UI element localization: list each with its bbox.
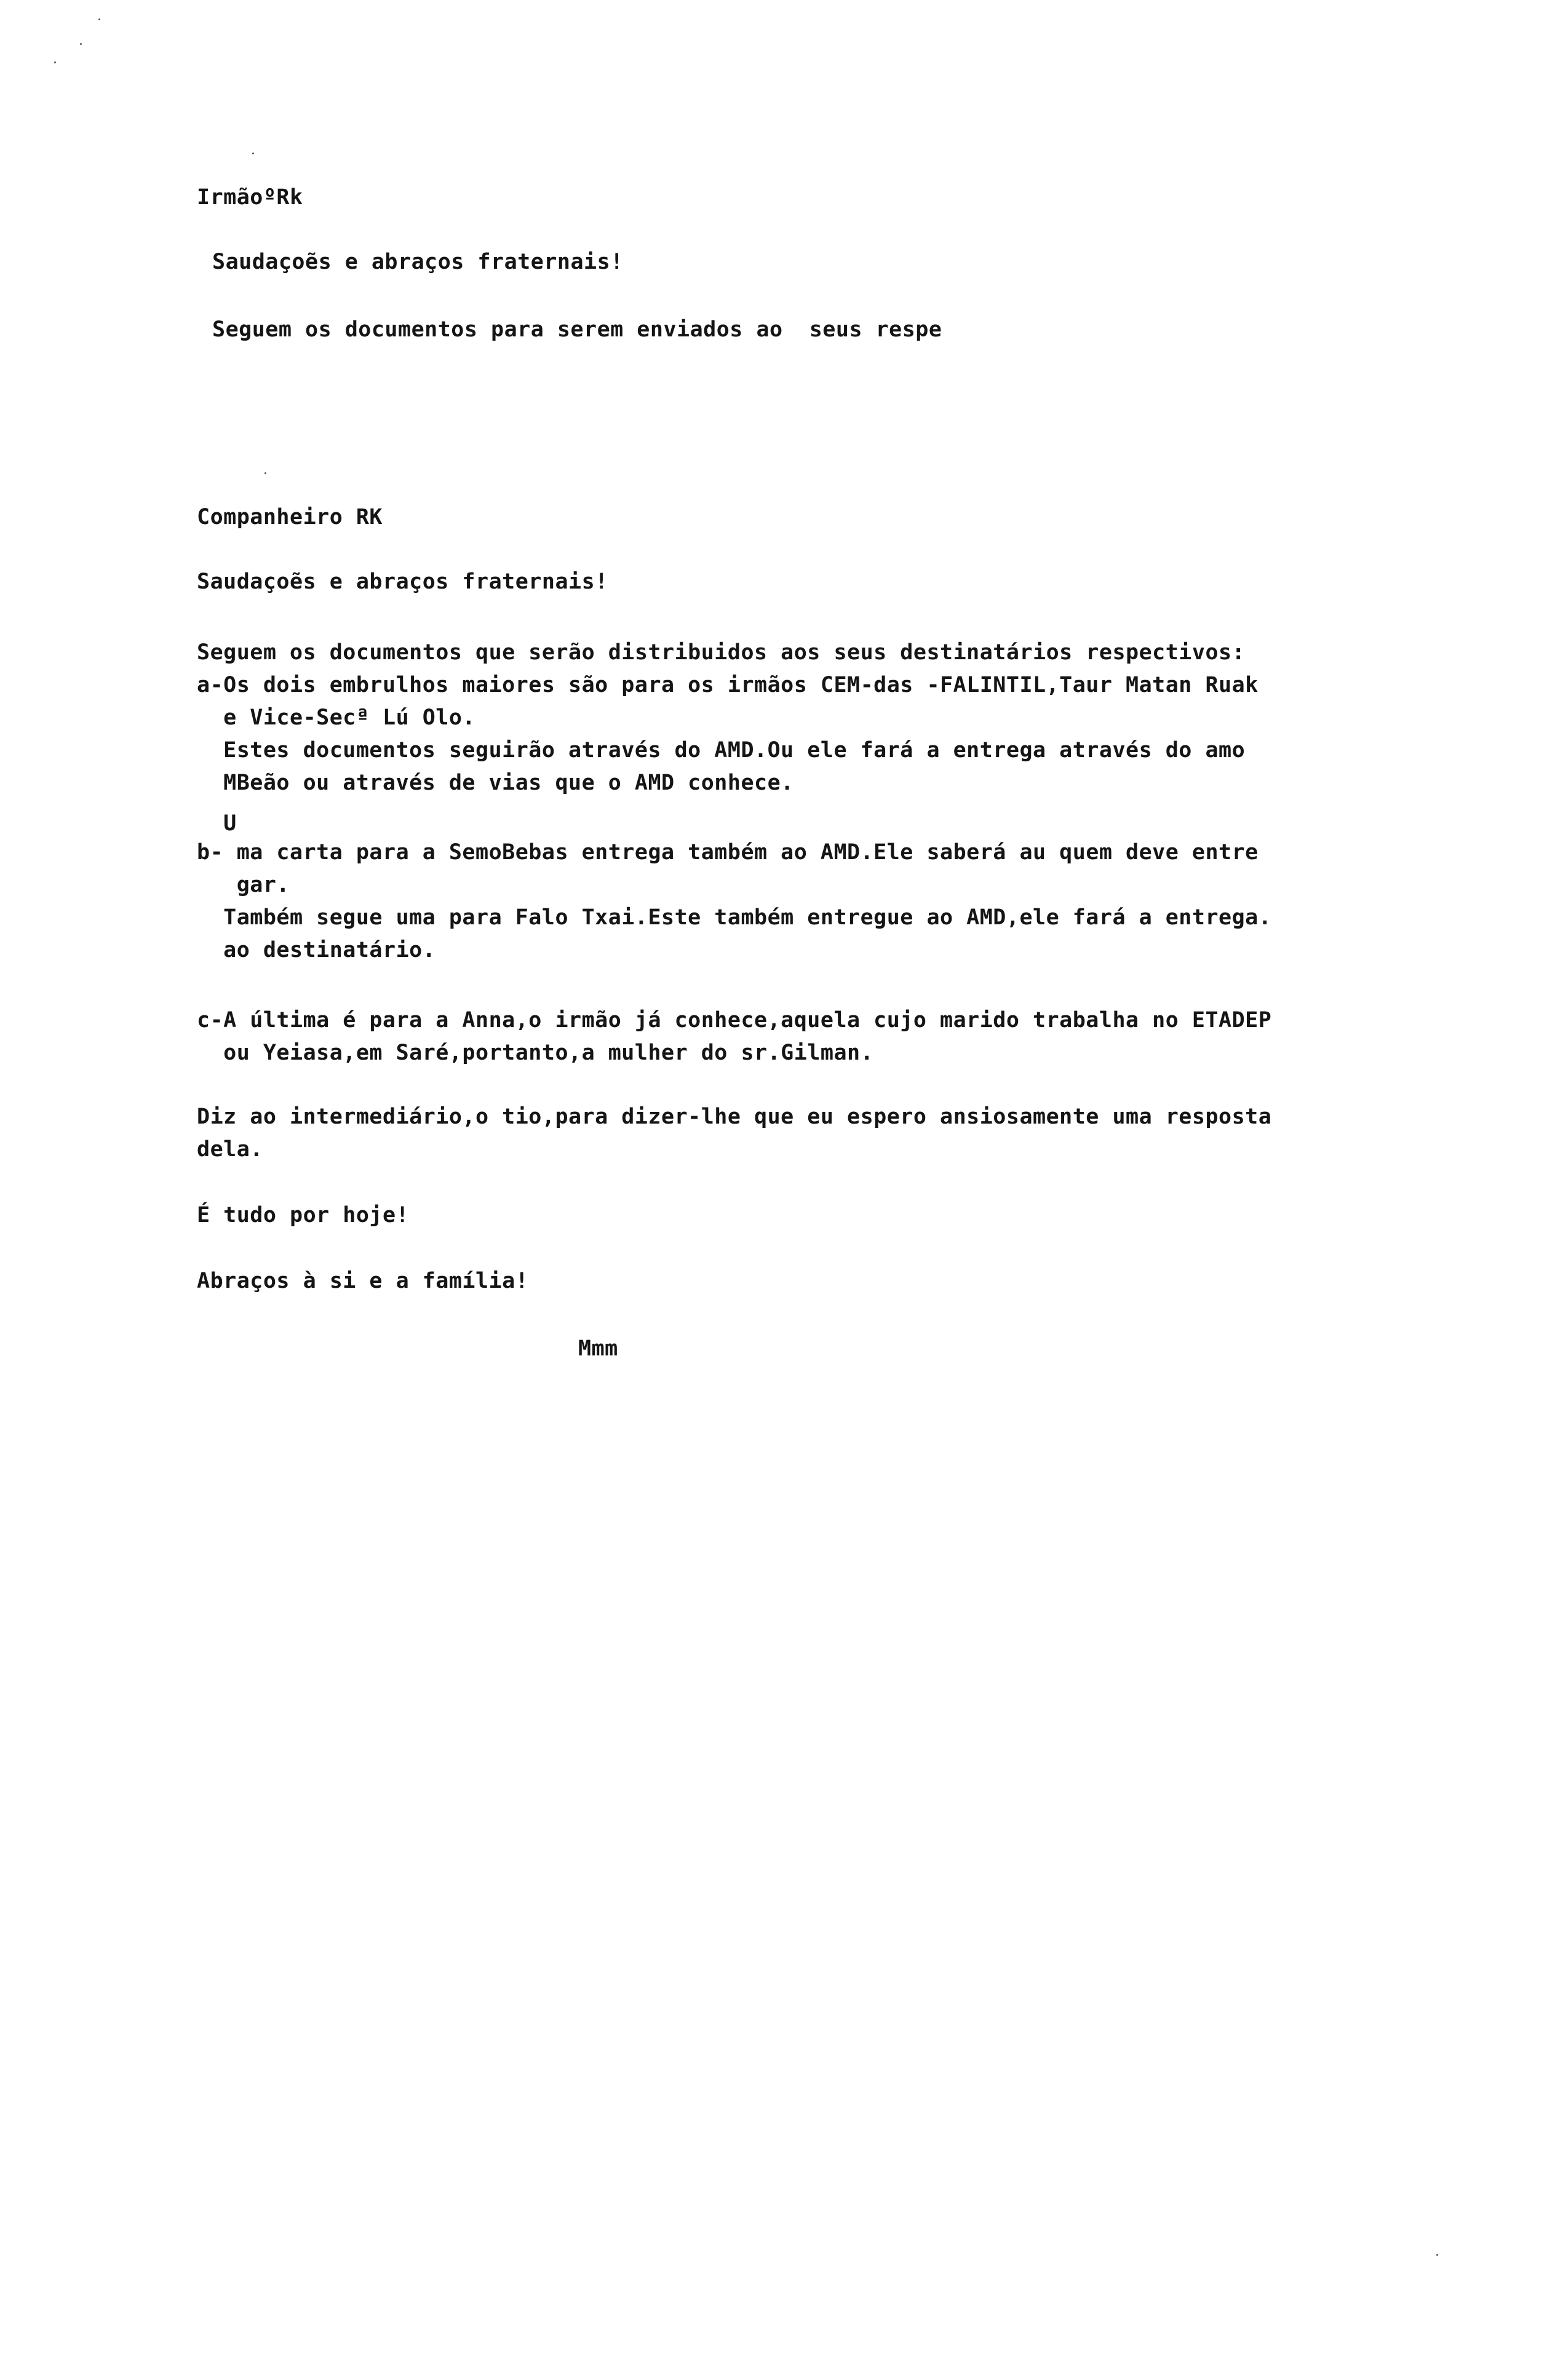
- letter2-line-a3: Estes documentos seguirão através do AMD.Ou ele fará a entrega através do amo: [197, 738, 1246, 763]
- letter2-line-c1: c-A última é para a Anna,o irmão já conhece,aquela cujo marido trabalha no ETADEP: [197, 1008, 1272, 1033]
- scan-speck: [98, 18, 100, 20]
- letter2-line-a4: MBeão ou através de vias que o AMD conhece.: [197, 771, 794, 795]
- letter2-line-regards: Abraços à si e a família!: [197, 1269, 529, 1293]
- scan-speck: [80, 43, 82, 45]
- letter2-line-b1: b- ma carta para a SemoBebas entrega também ao AMD.Ele saberá au quem deve entre: [197, 840, 1259, 865]
- letter2-greeting: Saudaçoẽs e abraços fraternais!: [197, 569, 608, 594]
- letter2-line-b3: Também segue uma para Falo Txai.Este também entregue ao AMD,ele fará a entrega.: [197, 905, 1272, 930]
- letter2-line-b4: ao destinatário.: [197, 938, 436, 962]
- letter1-body: Seguem os documentos para serem enviados ao seus respe: [212, 317, 942, 342]
- letter1-salutation: IrmãoºRk: [197, 185, 303, 210]
- letter1-greeting: Saudaçoẽs e abraços fraternais!: [212, 250, 624, 274]
- scan-speck: [252, 153, 254, 154]
- letter2-line-intro: Seguem os documentos que serão distribuidos aos seus destinatários respectivos:: [197, 640, 1246, 665]
- letter2-line-closing: É tudo por hoje!: [197, 1203, 410, 1228]
- letter2-line-a2: e Vice-Secª Lú Olo.: [197, 705, 476, 730]
- letter2-line-b2: gar.: [197, 873, 290, 897]
- scan-speck: [264, 472, 266, 474]
- letter2-line-u-mark: U: [197, 811, 237, 836]
- letter2-line-instruction1: Diz ao intermediário,o tio,para dizer-lhe que eu espero ansiosamente uma resposta: [197, 1105, 1272, 1129]
- letter2-line-instruction2: dela.: [197, 1137, 263, 1162]
- letter2-line-c2: ou Yeiasa,em Saré,portanto,a mulher do sr.Gilman.: [197, 1041, 874, 1065]
- letter2-salutation: Companheiro RK: [197, 505, 383, 530]
- scan-speck: [1436, 2254, 1438, 2256]
- signature-mark: Mmm: [578, 1336, 618, 1361]
- letter2-line-a1: a-Os dois embrulhos maiores são para os irmãos CEM-das -FALINTIL,Taur Matan Ruak: [197, 673, 1259, 697]
- scan-speck: [54, 61, 56, 63]
